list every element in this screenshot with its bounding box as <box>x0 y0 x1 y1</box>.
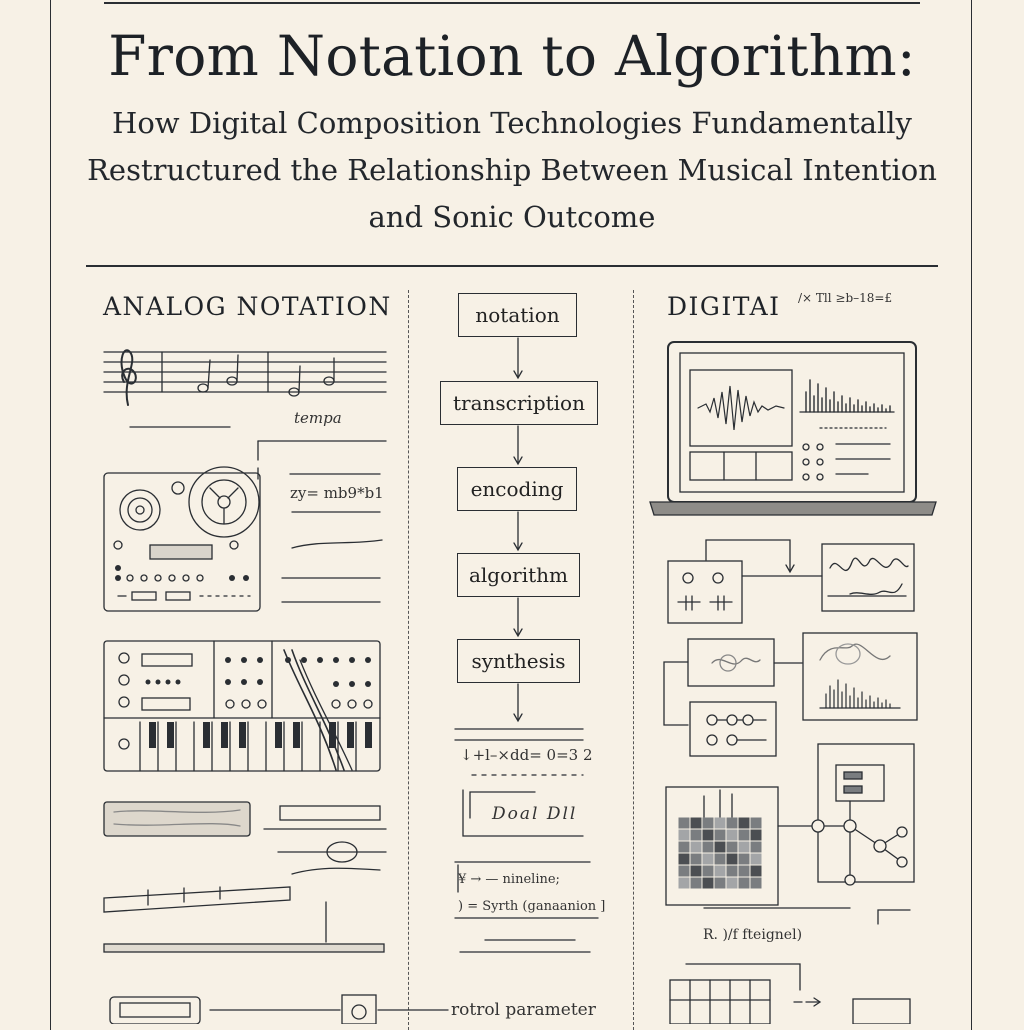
grid-sequencer <box>666 787 818 905</box>
code-sketch <box>378 729 598 1010</box>
digital-scribble: /× Tll ≥b–18=£ <box>798 291 893 305</box>
flow-arrows <box>514 338 522 721</box>
tape-machine <box>104 467 382 611</box>
code-line-1: ↓+l–×dd= 0=3 2 <box>460 746 593 764</box>
control-parameter-label: rotrol parameter <box>451 1000 596 1020</box>
analog-heading: ANALOG NOTATION <box>103 292 392 321</box>
synthesizer <box>104 641 380 771</box>
staff-marking: tempa <box>294 409 342 427</box>
tape-label: zy= mb9*b1 <box>290 484 384 502</box>
flow-step-algorithm: algorithm <box>457 553 580 597</box>
flow-step-encoding: encoding <box>457 467 577 511</box>
code-line-4: ) = Syrth (ganaanion ] <box>458 899 606 914</box>
page-title: From Notation to Algorithm: <box>108 24 916 88</box>
flow-step-transcription: transcription <box>440 381 598 425</box>
page-subtitle: How Digital Composition Technologies Fundamentally Restructured the Relationship Between Musical Intention and Sonic Outcome <box>87 106 937 234</box>
analog-lower-sketches <box>104 802 386 1024</box>
digital-heading: DIGITAI <box>667 292 781 321</box>
digital-bottom-sketches <box>670 964 910 1024</box>
code-line-3: ¥ → — nineline; <box>458 872 560 887</box>
code-line-2: Doal Dll <box>492 804 578 824</box>
digital-caption: R. )/f fteignel) <box>703 927 803 943</box>
laptop-daw <box>650 342 936 515</box>
music-staff <box>104 350 386 460</box>
digital-patch-diagram <box>664 540 917 756</box>
flow-step-notation: notation <box>458 293 577 337</box>
flow-step-synthesis: synthesis <box>457 639 580 683</box>
